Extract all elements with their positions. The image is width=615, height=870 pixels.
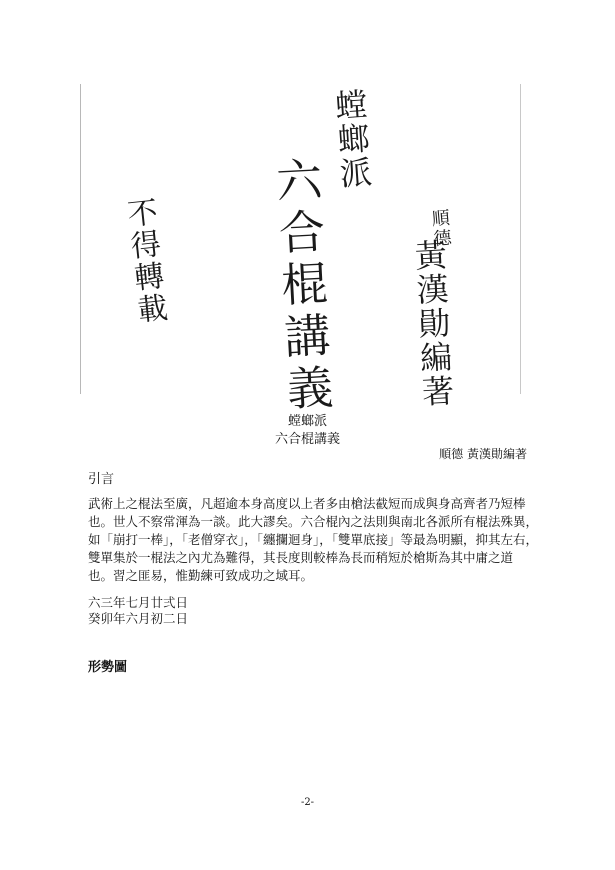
intro-line: 如「崩打一棒」，「老僧穿衣」，「纏攔迴身」，「雙單底接」等最為明顯，抑其左右，: [88, 532, 539, 547]
intro-heading: 引言: [88, 472, 115, 487]
scan-edge-line: [520, 84, 521, 394]
document-title-style: 螳螂派: [287, 414, 327, 429]
date-gregorian: 六三年七月廿弍日: [88, 595, 189, 610]
handwritten-style-name: 螳螂派: [328, 87, 375, 192]
intro-line: 雙單集於一棍法之內尤為難得，其長度則較棒為長而稍短於槍斯為其中庸之道: [88, 550, 514, 565]
intro-paragraph: [88, 495, 539, 585]
date-lunar: 癸卯年六月初二日: [88, 611, 189, 626]
handwritten-no-reprint-note: 不得轉載: [119, 195, 169, 327]
document-title: 六合棍講義: [274, 432, 340, 447]
intro-line: 也。世人不察常渾為一談。此大謬矣。六合棍內之法則與南北各派所有棍法殊異，: [88, 514, 539, 529]
figure-heading: 形勢圖: [88, 660, 128, 675]
page-number: -2-: [300, 797, 315, 808]
intro-line: 武術上之棍法至廣，凡超逾本身高度以上者多由槍法截短而成與身高齊者乃短棒: [88, 496, 526, 511]
scan-edge-line: [80, 84, 81, 394]
intro-line: 也。習之匪易，惟勤練可致成功之域耳。: [88, 568, 314, 583]
handwritten-author: 黃漢勛編著: [408, 237, 456, 410]
handwritten-title: 六合棍講義: [267, 154, 336, 418]
document-author: 順德 黃漢勛編著: [439, 447, 527, 461]
handwritten-author-origin: 順德: [427, 207, 453, 250]
